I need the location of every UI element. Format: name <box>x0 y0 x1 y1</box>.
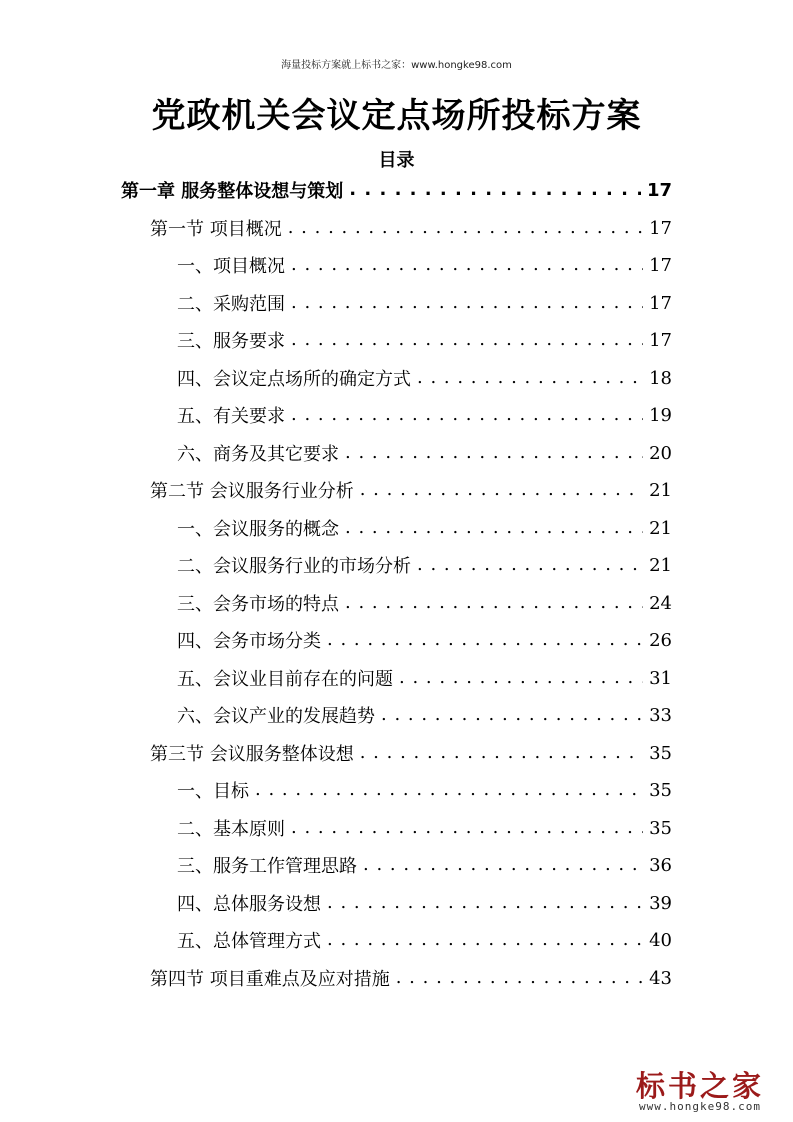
toc-entry-page: 31 <box>649 667 672 689</box>
toc-entry-label: 四、会务市场分类 <box>177 631 321 652</box>
toc-entry-page: 21 <box>649 479 672 501</box>
toc-entry-label: 一、项目概况 <box>177 256 285 277</box>
toc-dot-leader <box>291 294 643 312</box>
toc-entry[interactable] <box>177 250 672 280</box>
toc-entry[interactable] <box>177 700 672 730</box>
toc-entry-label: 四、总体服务设想 <box>177 894 321 915</box>
toc-entry-page: 36 <box>649 854 672 876</box>
toc-entry[interactable] <box>177 775 672 805</box>
toc-entry-label: 五、有关要求 <box>177 406 285 427</box>
toc-entry-label: 第二节 会议服务行业分析 <box>150 481 354 502</box>
toc-entry-label: 一、会议服务的概念 <box>177 519 339 540</box>
toc-entry-page: 26 <box>649 629 672 651</box>
toc-entry[interactable] <box>150 213 672 243</box>
toc-dot-leader <box>291 256 643 274</box>
toc-dot-leader <box>327 894 643 912</box>
header-note: 海量投标方案就上标书之家：www.hongke98.com <box>281 60 512 71</box>
toc-entry[interactable] <box>177 438 672 468</box>
toc-entry-label: 第三节 会议服务整体设想 <box>150 744 354 765</box>
toc-entry[interactable] <box>177 625 672 655</box>
toc-dot-leader <box>360 481 643 499</box>
toc-entry[interactable] <box>150 963 672 993</box>
toc-entry-page: 35 <box>649 817 672 839</box>
toc-entry[interactable] <box>177 888 672 918</box>
toc-entry-page: 17 <box>649 254 672 276</box>
toc-dot-leader <box>417 369 643 387</box>
toc-dot-leader <box>399 669 643 687</box>
toc-entry[interactable] <box>150 738 672 768</box>
toc-dot-leader <box>363 856 643 874</box>
toc-entry[interactable] <box>177 363 672 393</box>
toc-entry-page: 19 <box>649 404 672 426</box>
toc-entry-label: 三、服务要求 <box>177 331 285 352</box>
toc-dot-leader <box>255 781 643 799</box>
toc-entry-label: 六、商务及其它要求 <box>177 444 339 465</box>
toc-entry-page: 24 <box>649 592 672 614</box>
toc-entry-page: 17 <box>649 217 672 239</box>
toc-dot-leader <box>349 181 641 199</box>
toc-entry-label: 五、总体管理方式 <box>177 931 321 952</box>
toc-entry-label: 四、会议定点场所的确定方式 <box>177 369 411 390</box>
toc-entry-label: 二、会议服务行业的市场分析 <box>177 556 411 577</box>
toc-entry[interactable] <box>177 850 672 880</box>
toc-dot-leader <box>291 406 643 424</box>
toc-dot-leader <box>345 444 643 462</box>
toc-entry-page: 17 <box>649 329 672 351</box>
toc-entry-label: 第四节 项目重难点及应对措施 <box>150 969 390 990</box>
toc-entry-page: 39 <box>649 892 672 914</box>
toc-dot-leader <box>345 519 643 537</box>
toc-dot-leader <box>360 744 643 762</box>
toc-entry[interactable] <box>177 513 672 543</box>
toc-entry-page: 21 <box>649 517 672 539</box>
toc-entry[interactable] <box>177 550 672 580</box>
toc-entry-label: 三、会务市场的特点 <box>177 594 339 615</box>
toc-dot-leader <box>288 219 643 237</box>
toc-entry[interactable] <box>177 288 672 318</box>
document-title: 党政机关会议定点场所投标方案 <box>151 96 642 136</box>
toc-entry-page: 18 <box>649 367 672 389</box>
toc-entry-label: 二、采购范围 <box>177 294 285 315</box>
toc-entry-page: 17 <box>649 292 672 314</box>
toc-entry-page: 33 <box>649 704 672 726</box>
toc-entry[interactable] <box>177 588 672 618</box>
toc-entry-page: 43 <box>649 967 672 989</box>
toc-entry[interactable] <box>121 175 672 205</box>
toc-entry-page: 40 <box>649 929 672 951</box>
toc-entry[interactable] <box>177 663 672 693</box>
toc-dot-leader <box>381 706 643 724</box>
brand-name: 标书之家 <box>635 1069 764 1103</box>
toc-entry-label: 二、基本原则 <box>177 819 285 840</box>
toc-dot-leader <box>417 556 643 574</box>
toc-entry[interactable] <box>177 813 672 843</box>
toc-entry[interactable] <box>177 400 672 430</box>
toc-heading: 目录 <box>378 150 415 171</box>
toc-entry-label: 三、服务工作管理思路 <box>177 856 357 877</box>
brand-url: www.hongke98.com <box>639 1100 761 1113</box>
toc-entry[interactable] <box>150 475 672 505</box>
toc-entry-page: 20 <box>649 442 672 464</box>
toc-entry[interactable] <box>177 925 672 955</box>
toc-entry-page: 17 <box>646 179 672 201</box>
toc-entry[interactable] <box>177 325 672 355</box>
toc-entry-page: 35 <box>649 742 672 764</box>
toc-dot-leader <box>327 631 643 649</box>
toc-entry-label: 第一章 服务整体设想与策划 <box>121 181 344 202</box>
toc-dot-leader <box>291 331 643 349</box>
toc-dot-leader <box>345 594 643 612</box>
toc-entry-label: 五、会议业目前存在的问题 <box>177 669 393 690</box>
toc-dot-leader <box>327 931 643 949</box>
toc-entry-page: 21 <box>649 554 672 576</box>
toc-entry-page: 35 <box>649 779 672 801</box>
toc-entry-label: 一、目标 <box>177 781 249 802</box>
toc-entry-label: 第一节 项目概况 <box>150 219 282 240</box>
toc-dot-leader <box>396 969 643 987</box>
toc-dot-leader <box>291 819 643 837</box>
brand-logo <box>615 1064 785 1114</box>
toc-entry-label: 六、会议产业的发展趋势 <box>177 706 375 727</box>
